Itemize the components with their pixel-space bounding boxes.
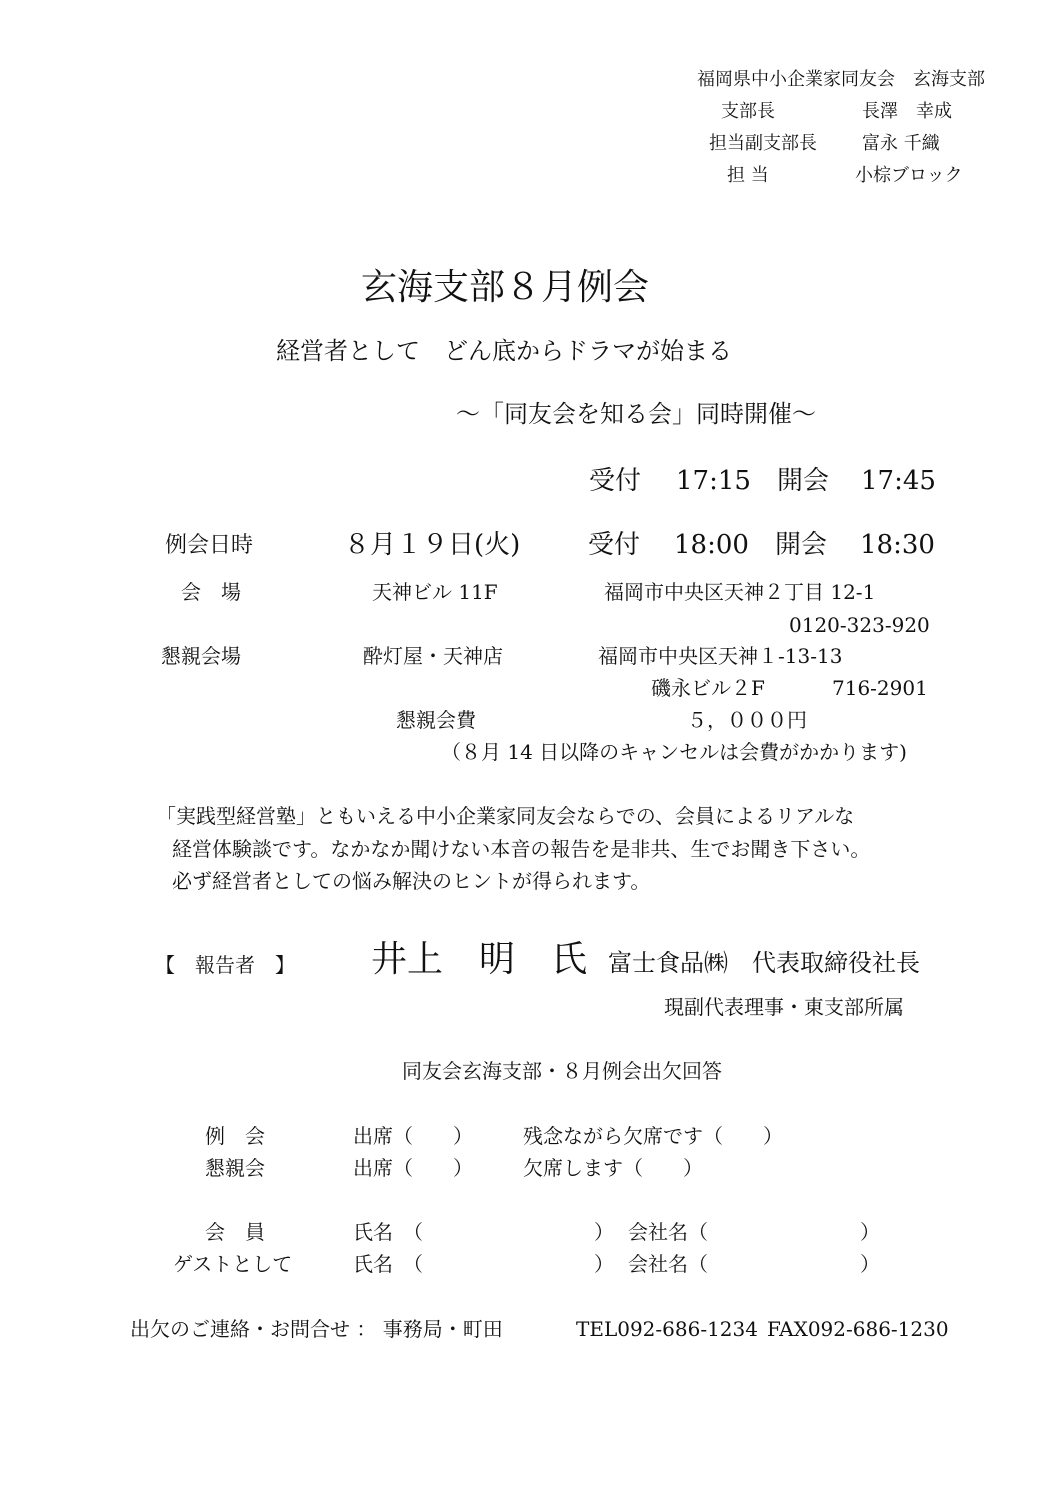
- rsvp-guest-name-field[interactable]: 氏名 （: [353, 1252, 423, 1276]
- rsvp-guest-company-close: ）: [860, 1252, 880, 1276]
- extra-open-time: 17:45: [861, 466, 936, 496]
- open-label: 開会: [775, 530, 828, 560]
- contact-label: 出欠のご連絡・お問合せ ： 事務局・町田: [130, 1317, 503, 1341]
- subtitle-joint-event: ～「同友会を知る会」同時開催～: [456, 400, 816, 428]
- reporter-company: 富士食品㈱ 代表取締役社長: [608, 949, 920, 977]
- rsvp-member-label: 会 員: [205, 1220, 265, 1244]
- rsvp-member-company-field[interactable]: 会社名（: [628, 1220, 708, 1244]
- description-line-2: 経営体験談です。なかなか聞けない本音の報告を是非共、生でお聞き下さい。: [172, 837, 871, 861]
- party-fee: ５，０００円: [687, 708, 807, 732]
- org-name: 福岡県中小企業家同友会 玄海支部: [697, 69, 985, 90]
- rsvp-guest-label: ゲストとして: [173, 1252, 293, 1276]
- name-vice-chief: 富永 千織: [862, 133, 940, 154]
- rsvp-meeting-attend[interactable]: 出席（ ）: [353, 1124, 473, 1148]
- contact-fax: FAX092-686-1230: [767, 1317, 949, 1341]
- schedule-label: 例会日時: [165, 533, 254, 558]
- rsvp-party-absent[interactable]: 欠席します（ ）: [523, 1156, 703, 1180]
- extra-open-label: 開会: [777, 466, 830, 496]
- rsvp-row-meeting-label: 例 会: [205, 1124, 265, 1148]
- event-date: ８月１９日(火): [344, 530, 521, 560]
- rsvp-party-attend[interactable]: 出席（ ）: [353, 1156, 473, 1180]
- venue-phone: 0120-323-920: [789, 613, 930, 637]
- name-branch-chief: 長澤 幸成: [862, 101, 952, 122]
- rsvp-member-name-close: ）: [594, 1220, 614, 1244]
- venue-name: 天神ビル 11F: [372, 580, 498, 604]
- page-title: 玄海支部８月例会: [361, 267, 650, 308]
- rsvp-row-party-label: 懇親会: [205, 1156, 265, 1180]
- reception-label: 受付: [588, 530, 641, 560]
- subtitle: 経営者として どん底からドラマが始まる: [276, 337, 732, 365]
- contact-tel: TEL092-686-1234: [576, 1317, 758, 1341]
- rsvp-member-name-field[interactable]: 氏名 （: [353, 1220, 423, 1244]
- cancel-note: （８月 14 日以降のキャンセルは会費がかかります): [441, 740, 907, 764]
- open-time: 18:30: [860, 530, 935, 560]
- party-label: 懇親会場: [161, 644, 241, 668]
- role-vice-chief: 担当副支部長: [709, 133, 817, 154]
- party-address: 福岡市中央区天神１-13-13: [598, 644, 843, 668]
- rsvp-meeting-absent[interactable]: 残念ながら欠席です（ ）: [523, 1124, 783, 1148]
- party-fee-label: 懇親会費: [396, 708, 476, 732]
- extra-reception-time: 17:15: [676, 466, 751, 496]
- rsvp-guest-name-close: ）: [594, 1252, 614, 1276]
- role-in-charge: 担 当: [727, 165, 769, 186]
- reporter-label: 【 報告者 】: [155, 953, 295, 977]
- venue-address: 福岡市中央区天神２丁目 12-1: [604, 580, 876, 604]
- rsvp-guest-company-field[interactable]: 会社名（: [628, 1252, 708, 1276]
- description-line-1: 「実践型経営塾」ともいえる中小企業家同友会ならでの、会員によるリアルな: [156, 804, 855, 828]
- name-in-charge: 小棕ブロック: [855, 165, 963, 186]
- reporter-name: 井上 明 氏: [371, 939, 588, 980]
- reception-time: 18:00: [674, 530, 749, 560]
- party-building: 磯永ビル２F: [651, 676, 765, 700]
- role-branch-chief: 支部長: [721, 101, 775, 122]
- description-line-3: 必ず経営者としての悩み解決のヒントが得られます。: [172, 869, 651, 893]
- rsvp-title: 同友会玄海支部・８月例会出欠回答: [402, 1059, 722, 1083]
- reporter-position: 現副代表理事・東支部所属: [664, 995, 904, 1019]
- rsvp-member-company-close: ）: [860, 1220, 880, 1244]
- party-phone: 716-2901: [832, 676, 928, 700]
- venue-label: 会 場: [181, 580, 241, 604]
- party-venue-name: 酔灯屋・天神店: [363, 644, 503, 668]
- extra-reception-label: 受付: [589, 466, 642, 496]
